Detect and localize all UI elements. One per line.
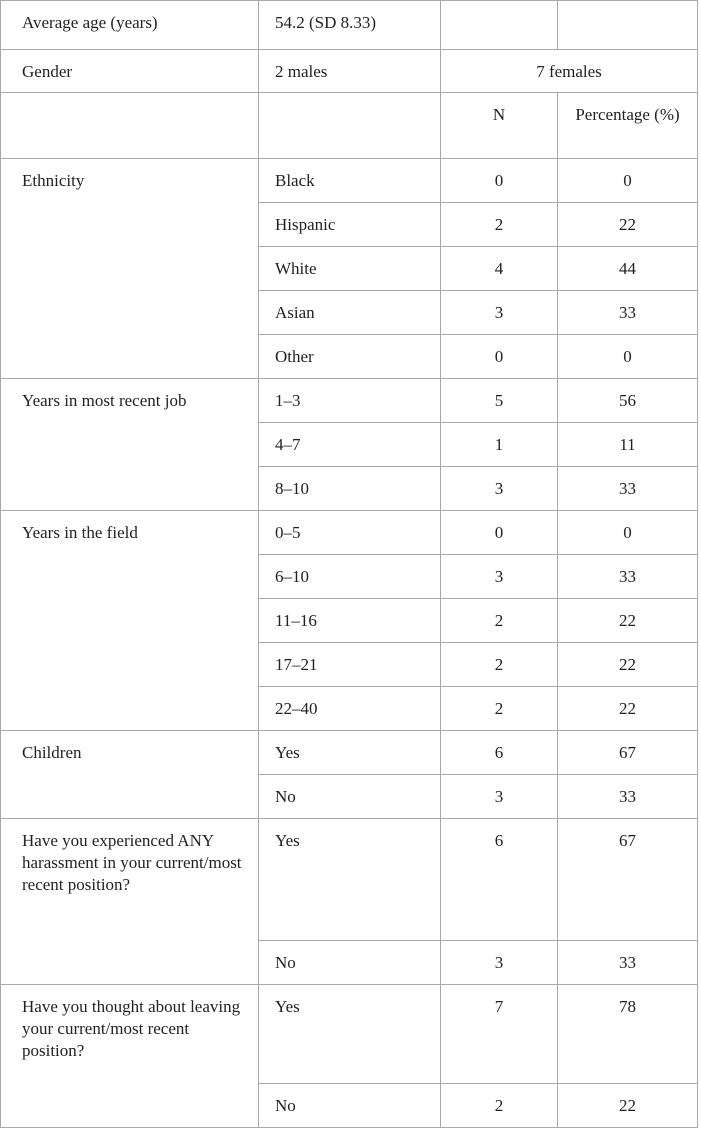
column-header-n: N (441, 93, 558, 159)
table-row (1, 1, 698, 50)
percentage-cell: 22 (558, 643, 698, 687)
leaving-question-label: Have you thought about leaving your current/most recent position? (1, 985, 259, 1128)
n-cell: 2 (441, 599, 558, 643)
category-cell: Other (259, 335, 441, 379)
table-row (1, 985, 698, 1084)
percentage-cell: 22 (558, 687, 698, 731)
column-header-percentage: Percentage (%) (558, 93, 698, 159)
category-cell: Asian (259, 291, 441, 335)
category-cell: 4–7 (259, 423, 441, 467)
table-row (1, 379, 698, 423)
percentage-cell: 22 (558, 599, 698, 643)
field-label: Years in the field (1, 511, 259, 731)
percentage-cell: 33 (558, 555, 698, 599)
percentage-cell: 0 (558, 159, 698, 203)
n-cell: 3 (441, 941, 558, 985)
gender-female: 7 females (441, 50, 698, 93)
percentage-cell: 0 (558, 511, 698, 555)
category-cell: Yes (259, 819, 441, 941)
table-row (1, 511, 698, 555)
n-cell: 0 (441, 335, 558, 379)
percentage-cell: 0 (558, 335, 698, 379)
category-cell: 1–3 (259, 379, 441, 423)
n-cell: 2 (441, 203, 558, 247)
category-cell: 17–21 (259, 643, 441, 687)
empty-cell (441, 1, 558, 50)
category-cell: No (259, 775, 441, 819)
gender-label: Gender (1, 50, 259, 93)
empty-cell (259, 93, 441, 159)
category-cell: 11–16 (259, 599, 441, 643)
percentage-cell: 22 (558, 1084, 698, 1128)
category-cell: 22–40 (259, 687, 441, 731)
percentage-cell: 33 (558, 775, 698, 819)
category-cell: No (259, 1084, 441, 1128)
n-cell: 4 (441, 247, 558, 291)
table-row (1, 159, 698, 203)
category-cell: Hispanic (259, 203, 441, 247)
percentage-cell: 33 (558, 467, 698, 511)
table-row (1, 819, 698, 941)
table-header-row (1, 93, 698, 159)
n-cell: 2 (441, 643, 558, 687)
ethnicity-label: Ethnicity (1, 159, 259, 379)
percentage-cell: 22 (558, 203, 698, 247)
n-cell: 0 (441, 511, 558, 555)
n-cell: 6 (441, 731, 558, 775)
category-cell: 0–5 (259, 511, 441, 555)
n-cell: 3 (441, 775, 558, 819)
n-cell: 7 (441, 985, 558, 1084)
n-cell: 3 (441, 291, 558, 335)
percentage-cell: 44 (558, 247, 698, 291)
n-cell: 3 (441, 467, 558, 511)
percentage-cell: 11 (558, 423, 698, 467)
recent-job-label: Years in most recent job (1, 379, 259, 511)
category-cell: No (259, 941, 441, 985)
age-label: Average age (years) (1, 1, 259, 50)
n-cell: 2 (441, 687, 558, 731)
n-cell: 2 (441, 1084, 558, 1128)
category-cell: 6–10 (259, 555, 441, 599)
harassment-question-label: Have you experienced ANY harassment in your current/most recent position? (1, 819, 259, 985)
empty-cell (558, 1, 698, 50)
n-cell: 0 (441, 159, 558, 203)
category-cell: Black (259, 159, 441, 203)
percentage-cell: 56 (558, 379, 698, 423)
n-cell: 5 (441, 379, 558, 423)
percentage-cell: 67 (558, 731, 698, 775)
gender-male: 2 males (259, 50, 441, 93)
category-cell: Yes (259, 731, 441, 775)
percentage-cell: 33 (558, 941, 698, 985)
percentage-cell: 67 (558, 819, 698, 941)
table-row (1, 731, 698, 775)
age-value: 54.2 (SD 8.33) (259, 1, 441, 50)
percentage-cell: 33 (558, 291, 698, 335)
empty-cell (1, 93, 259, 159)
percentage-cell: 78 (558, 985, 698, 1084)
n-cell: 3 (441, 555, 558, 599)
category-cell: 8–10 (259, 467, 441, 511)
n-cell: 6 (441, 819, 558, 941)
category-cell: White (259, 247, 441, 291)
n-cell: 1 (441, 423, 558, 467)
children-label: Children (1, 731, 259, 819)
table-row (1, 50, 698, 93)
category-cell: Yes (259, 985, 441, 1084)
